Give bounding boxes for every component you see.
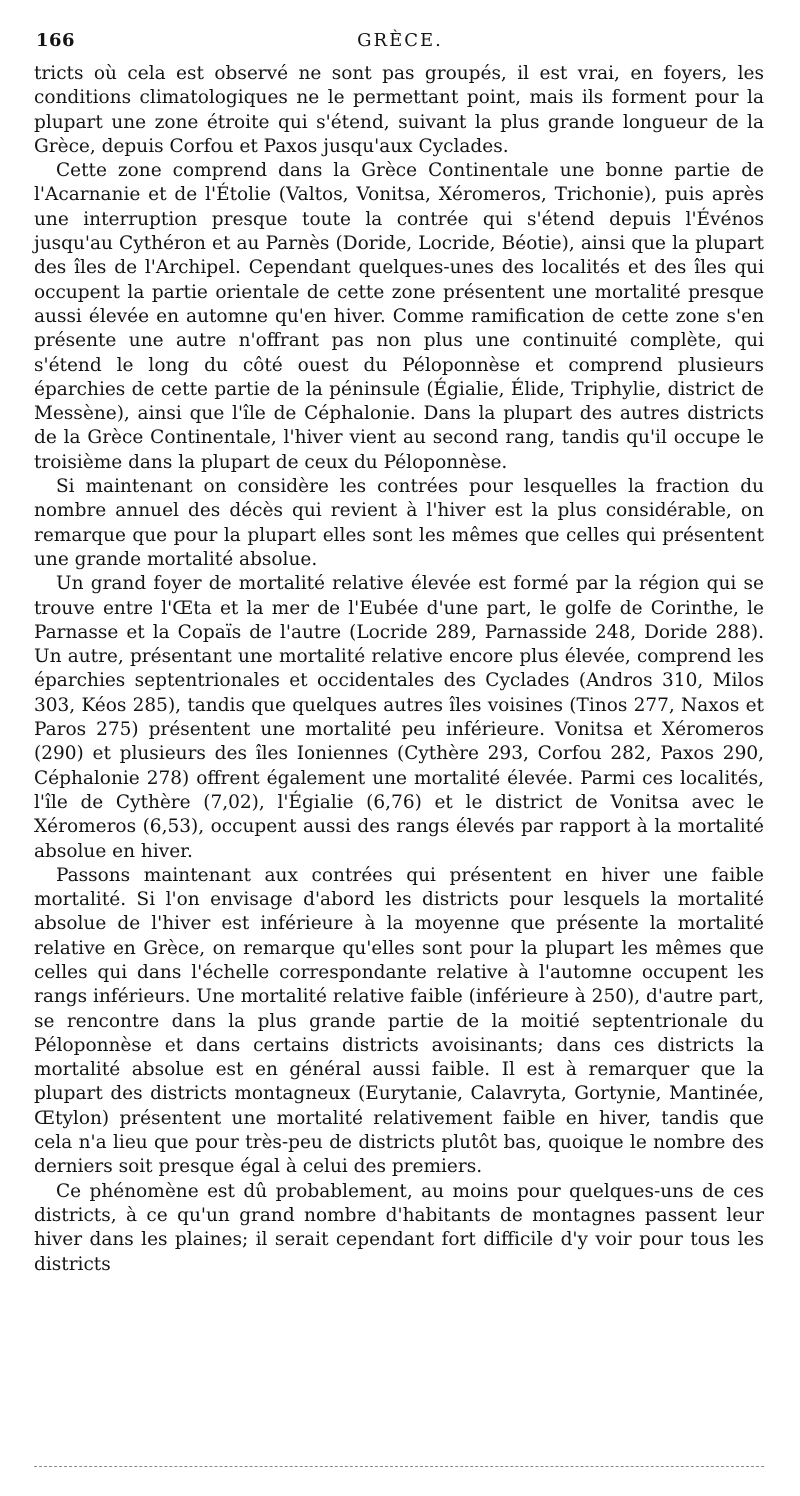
running-head — [36, 30, 764, 54]
page-number: 166 — [36, 30, 76, 51]
paragraph-low-mortality: Passons maintenant aux contrées qui présentent en hiver une faible mortalité. Si l'on envisage d'abord les districts pour lesquels la mortalité absolue de l'hiver est inférieure à la moyenne que présente la mortalité relative en Grèce, on remarque qu'elles sont pour la plupart les mêmes que celles qui dans l'échelle correspondante relative à l'automne occupent les rangs inférieurs. Une mortalité relative faible (inférieure à 250), d'autre part, se rencontre dans la plus grande partie de la moitié septentrionale du Péloponnèse et dans certains districts avoisinants; dans ces districts la mortalité absolue est en général aussi faible. Il est à remarquer que la plupart des districts montagneux (Eurytanie, Calavryta, Gortynie, Mantinée, Œtylon) présentent une mortalité relativement faible en hiver, tandis que cela n'a lieu que pour très-peu de districts plutôt bas, quoique le nombre des derniers soit presque égal à celui des premiers. — [34, 864, 764, 1178]
footer-rule — [34, 1466, 764, 1467]
paragraph-continuation: tricts où cela est observé ne sont pas groupés, il est vrai, en foyers, les conditions climatologiques ne le permettant point, mais ils forment pour la plupart une zone étroite qui s'étend, suivant la plus grande longueur de la Grèce, depuis Corfou et Paxos jusqu'aux Cyclades. — [34, 63, 764, 157]
paragraph-zone-description: Cette zone comprend dans la Grèce Continentale une bonne partie de l'Acarnanie et de l'Étolie (Valtos, Vonitsa, Xéromeros, Trichonie), puis après une interruption presque toute la contrée qui s'étend depuis l'Événos jusqu'au Cythéron et au Parnès (Doride, Locride, Béotie), ainsi que la plupart des îles de l'Archipel. Cependant quelques-unes des localités et des îles qui occupent la partie orientale de cette zone présentent une mortalité presque aussi élevée en automne qu'en hiver. Comme ramification de cette zone s'en présente une autre n'offrant pas non plus une continuité complète, qui s'étend le long du côté ouest du Péloponnèse et comprend plusieurs éparchies de cette partie de la péninsule (Égialie, Élide, Triphylie, district de Messène), ainsi que l'île de Céphalonie. Dans la plupart des autres districts de la Grèce Continentale, l'hiver vient au second rang, tandis qu'il occupe le troisième dans la plupart de ceux du Péloponnèse. — [34, 160, 764, 473]
paragraph-relative-fraction: Si maintenant on considère les contrées pour lesquelles la fraction du nombre annuel des décès qui revient à l'hiver est la plus considérable, on remarque que pour la plupart elles sont les mêmes que celles qui présentent une grande mortalité absolue. — [34, 476, 764, 570]
page-header-title: GRÈCE. — [357, 30, 443, 51]
paragraph-high-mortality-foci: Un grand foyer de mortalité relative élevée est formé par la région qui se trouve entre l'Œta et la mer de l'Eubée d'une part, le golfe de Corinthe, le Parnasse et la Copaïs de l'autre (Locride 289, Parnasside 248, Doride 288). Un autre, présentant une mortalité relative encore plus élevée, comprend les éparchies septentrionales et occidentales des Cyclades (Andros 310, Milos 303, Kéos 285), tandis que quelques autres îles voisines (Tinos 277, Naxos et Paros 275) présentent une mortalité peu inférieure. Vonitsa et Xéromeros (290) et plusieurs des îles Ioniennes (Cythère 293, Corfou 282, Paxos 290, Céphalonie 278) offrent également une mortalité élevée. Parmi ces localités, l'île de Cythère (7,02), l'Égialie (6,76) et le district de Vonitsa avec le Xéromeros (6,53), occupent aussi des rangs élevés par rapport à la mortalité absolue en hiver. — [34, 573, 764, 862]
body-text — [34, 62, 764, 1277]
paragraph-phenomenon: Ce phénomène est dû probablement, au moins pour quelques-uns de ces districts, à ce qu'un grand nombre d'habitants de montagnes passent leur hiver dans les plaines; il serait cependant fort difficile d'y voir pour tous les districts — [34, 1180, 764, 1275]
